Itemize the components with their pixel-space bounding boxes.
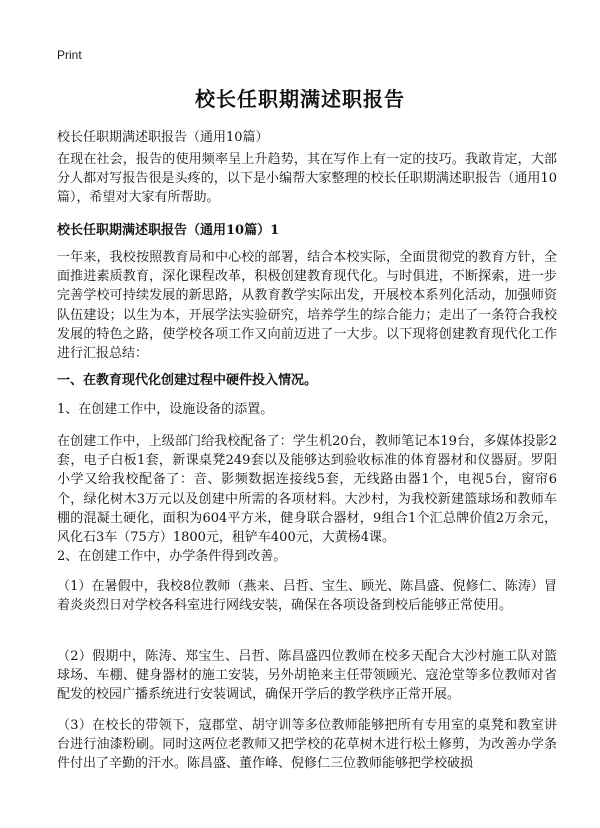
body-paragraph: （3）在校长的带领下，寇郡堂、胡守训等多位教师能够把所有专用室的桌凳和教室讲台进行油漆粉刷。同时这两位老教师又把学校的花草树木进行松土修剪，为改善办学条件付出了辛勤的汗水。陈昌盛、董作峰、倪修仁三位教师能够把学校破损 (57, 718, 557, 772)
print-link[interactable]: Print (57, 48, 82, 62)
list-item-heading: 2、在创建工作中，办学条件得到改善。 (57, 549, 287, 564)
section-heading: 校长任职期满述职报告（通用10篇）1 (57, 223, 280, 238)
part-heading: 一、在教育现代化创建过程中硬件投入情况。 (57, 373, 318, 388)
intro-paragraph: 在现在社会，报告的使用频率呈上升趋势，其在写作上有一定的技巧。我敢肯定，大部分人都对写报告很是头疼的，以下是小编帮大家整理的校长任职期满述职报告（通用10篇），希望对大家有所帮助。 (57, 152, 557, 206)
body-paragraph: 在创建工作中，上级部门给我校配备了：学生机20台，教师笔记本19台，多媒体投影2套，电子白板1套，新课桌凳249套以及能够达到验收标准的体育器材和仪器厨。罗阳小学又给我校配备了：音、影频数据连接线5套，无线路由器1个，电视5台，窗帘6个，绿化树木3万元以及创建中所需的各项材料。大沙村，为我校新建篮球场和教师车棚的混凝土硬化，面积为604平方米，健身联合器材，9组合1个汇总牌价值2万余元，风化石3车（75方）1800元，租铲车400元，大黄杨4课。 (57, 434, 557, 546)
list-item-heading: 1、在创建工作中，设施设备的添置。 (57, 402, 274, 417)
body-paragraph: （1）在暑假中，我校8位教师（燕来、吕哲、宝生、顾光、陈昌盛、倪修仁、陈涛）冒着炎炎烈日对学校各科室进行网线安装，确保在各项设备到校后能够正常使用。 (57, 579, 557, 614)
body-paragraph: 一年来，我校按照教育局和中心校的部署，结合本校实际，全面贯彻党的教育方针，全面推进素质教育，深化课程改革，积极创建教育现代化。与时俱进，不断探索，进一步完善学校可持续发展的新思路，从教育教学实际出发，开展校本系列化活动，加强师资队伍建设；以生为本，开展学法实验研究，培养学生的综合能力；走出了一条符合我校发展的特色之路，使学校各项工作又向前迈进了一大步。以下现将创建教育现代化工作进行汇报总结： (57, 250, 557, 362)
body-paragraph: （2）假期中，陈涛、郑宝生、吕哲、陈昌盛四位教师在校多天配合大沙村施工队对篮球场、车棚、健身器材的施工安装，另外胡艳来主任带领顾光、寇沧堂等多位教师对省配发的校园广播系统进行安装调试，确保开学后的教学秩序正常开展。 (57, 649, 557, 703)
page-title: 校长任职期满述职报告 (195, 87, 405, 111)
document-subtitle: 校长任职期满述职报告（通用10篇） (57, 130, 269, 145)
